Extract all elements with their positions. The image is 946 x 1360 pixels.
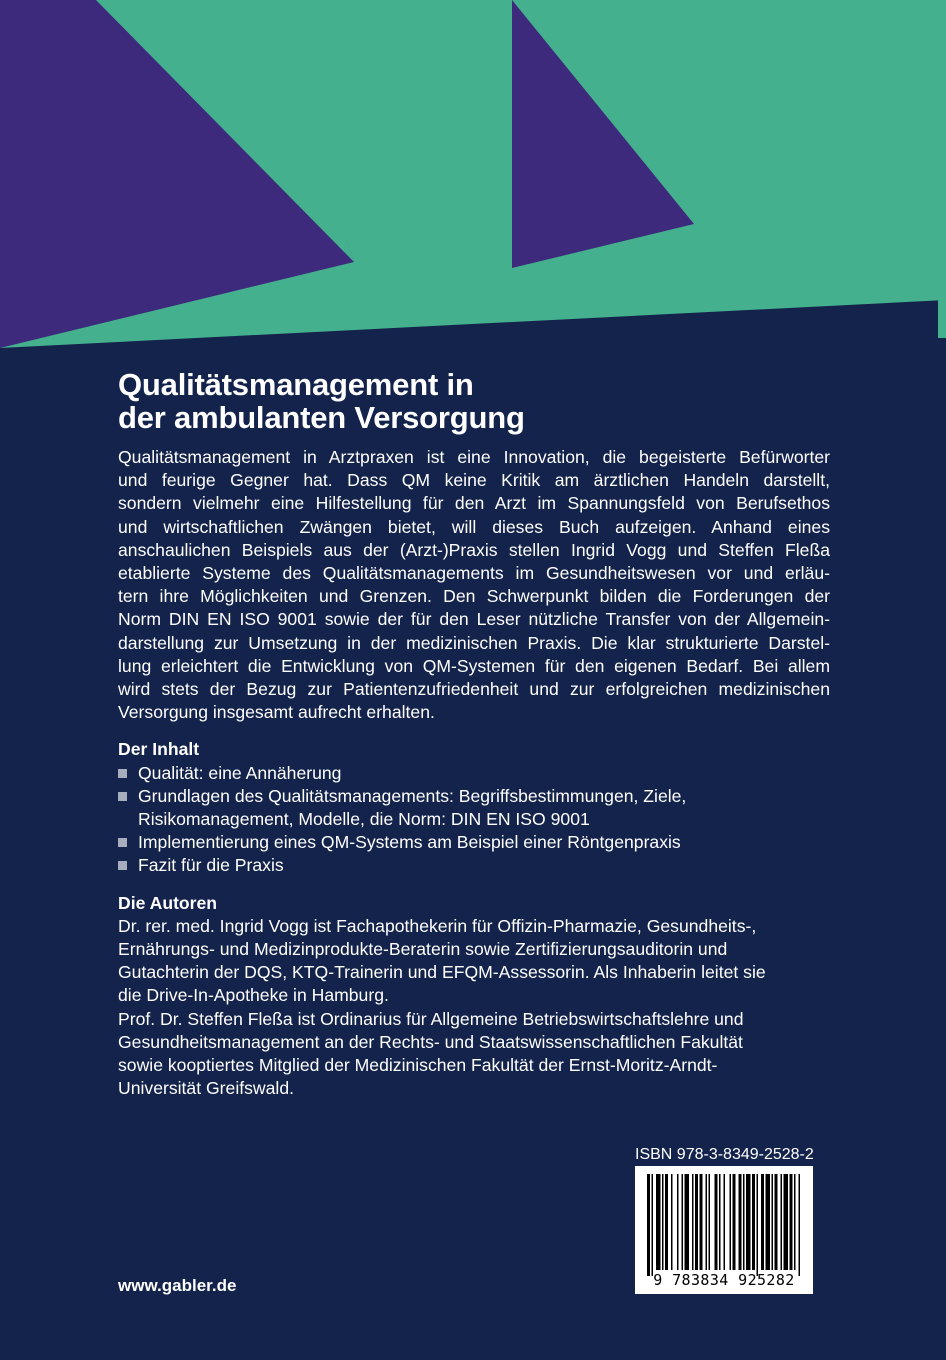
intro-line: tern ihre Möglichkeiten und Grenzen. Den Schwerpunkt bilden die Forderungen der [118, 586, 830, 607]
authors-line: Gutachterin der DQS, KTQ-Trainerin und EFQM-Assessorin. Als Inhaberin leitet sie [118, 962, 766, 983]
barcode-bar [647, 1174, 650, 1276]
title-line-1: Qualitätsmanagement in [118, 367, 474, 402]
book-title [118, 368, 830, 434]
intro-paragraph [118, 446, 830, 724]
barcode-bar [775, 1174, 778, 1270]
isbn-label: ISBN 978-3-8349-2528-2 [635, 1146, 814, 1163]
contents-list [118, 762, 830, 878]
barcode-bar [743, 1174, 745, 1270]
barcode-bar [784, 1174, 789, 1270]
intro-line: Qualitätsmanagement in Arztpraxen ist eine Innovation, die begeisterte Befürworter [118, 447, 830, 467]
intro-line: sondern vielmehr eine Hilfestellung für den Arzt im Spannungsfeld von Berufsethos [118, 493, 830, 514]
barcode-bar [794, 1174, 796, 1270]
barcode-bar [671, 1174, 673, 1270]
back-cover-text [118, 368, 830, 1100]
barcode-bar [799, 1174, 801, 1276]
barcode-bar [695, 1174, 698, 1270]
title-line-2: der ambulanten Versorgung [118, 400, 525, 435]
intro-line: lung erleichtert die Entwicklung von QM-Systemen für den eigenen Bedarf. Bei allem [118, 655, 830, 676]
list-item [118, 785, 830, 831]
intro-line: Norm DIN EN ISO 9001 sowie der für den Leser nützliche Transfer von der Allgemein- [118, 609, 830, 630]
barcode-bar [719, 1174, 721, 1270]
barcode-bar [730, 1174, 732, 1270]
barcode-bar [677, 1174, 679, 1270]
barcode-bar [700, 1174, 703, 1270]
barcode-bar [724, 1174, 726, 1270]
list-item [118, 854, 830, 877]
barcode-bar [682, 1174, 684, 1270]
barcode-bar [761, 1174, 764, 1270]
barcode-bar [706, 1174, 708, 1270]
barcode-bar [685, 1174, 690, 1270]
intro-line: Versorgung insgesamt aufrecht erhalten. [118, 702, 435, 723]
barcode-bar [772, 1174, 774, 1270]
intro-line: etablierte Systeme des Qualitätsmanagements im Gesundheitswesen vor und erläu- [118, 563, 830, 584]
barcode-bar [715, 1174, 718, 1270]
square-bullet-icon [118, 838, 127, 847]
authors-line: Dr. rer. med. Ingrid Vogg ist Fachapothekerin für Offizin-Pharmazie, Gesundheits-, [118, 915, 757, 936]
barcode-number: 9 783834 925282 [653, 1271, 795, 1289]
barcode-bar [752, 1174, 755, 1270]
authors-line: Gesundheitsmanagement an der Rechts- und Staatswissenschaftlichen Fakultät [118, 1031, 743, 1052]
intro-line: anschaulichen Beispiels aus der (Arzt-)Praxis stellen Ingrid Vogg und Steffen Fleßa [118, 539, 830, 560]
edge-accent [938, 296, 946, 338]
square-bullet-icon [118, 769, 127, 778]
authors-line: Ernährungs- und Medizinprodukte-Beraterin sowie Zertifizierungsauditorin und [118, 939, 728, 960]
square-bullet-icon [118, 792, 127, 801]
authors-line: Prof. Dr. Steffen Fleßa ist Ordinarius für Allgemeine Betriebswirtschaftslehre und [118, 1008, 744, 1029]
list-item-text: Qualität: eine Annäherung [138, 762, 342, 783]
list-item-text: Implementierung eines QM-Systems am Beispiel einer Röntgenpraxis [138, 832, 681, 853]
list-item-text: Fazit für die Praxis [138, 855, 284, 876]
list-item-text: Risikomanagement, Modelle, die Norm: DIN EN ISO 9001 [138, 809, 590, 830]
barcode-bar [709, 1174, 711, 1270]
barcode-bar [746, 1174, 751, 1270]
barcode-bar [781, 1174, 783, 1270]
barcode-bar [692, 1174, 694, 1270]
authors-paragraph [118, 915, 830, 1101]
barcode-bar [790, 1174, 793, 1270]
barcode-bar [662, 1174, 664, 1270]
barcode-bar [739, 1174, 742, 1270]
barcode-bar [766, 1174, 771, 1270]
intro-line: wird stets der Bezug zur Patientenzufriedenheit und zur erfolgreichen medizinischen [118, 679, 830, 700]
barcode-bar [733, 1174, 736, 1270]
publisher-website[interactable]: www.gabler.de [118, 1276, 237, 1295]
authors-line: Universität Greifswald. [118, 1078, 294, 1099]
list-item-text: Grundlagen des Qualitätsmanagements: Begriffsbestimmungen, Ziele, [138, 785, 687, 806]
authors-line: sowie kooptiertes Mitglied der Medizinischen Fakultät der Ernst-Moritz-Arndt- [118, 1055, 718, 1076]
barcode-bar [757, 1174, 759, 1276]
list-item [118, 762, 830, 785]
authors-line: die Drive-In-Apotheke in Hamburg. [118, 985, 389, 1006]
barcode [635, 1166, 813, 1294]
barcode-bar [665, 1174, 668, 1270]
intro-line: darstellung zur Umsetzung in der medizinischen Praxis. Die klar strukturierte Darstel- [118, 632, 830, 653]
intro-line: und wirtschaftlichen Zwängen bietet, will dieses Buch aufzeigen. Anhand eines [118, 516, 830, 537]
barcode-bar [652, 1174, 654, 1276]
list-item [118, 831, 830, 854]
intro-line: und feurige Gegner hat. Dass QM keine Kritik am ärztlichen Handeln darstellt, [118, 470, 830, 491]
square-bullet-icon [118, 861, 127, 870]
barcode-bar [656, 1174, 661, 1270]
cover-graphic [0, 0, 946, 350]
contents-heading: Der Inhalt [118, 739, 200, 760]
authors-heading: Die Autoren [118, 892, 218, 913]
